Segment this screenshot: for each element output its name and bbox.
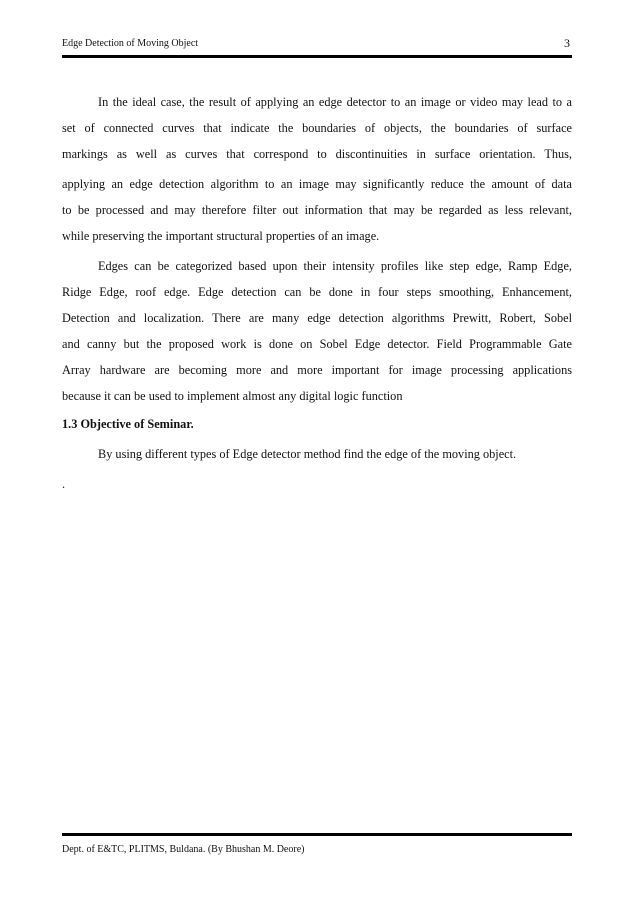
text-line: Array hardware are becoming more and more important for image processing applications — [62, 363, 572, 377]
page-number: 3 — [564, 36, 570, 50]
paragraph-2 — [62, 171, 572, 249]
text-line: Edges can be categorized based upon their intensity profiles like step edge, Ramp Edge, — [98, 259, 572, 273]
text-line: In the ideal case, the result of applying an edge detector to an image or video may lead to a — [98, 95, 572, 109]
stray-dot: . — [62, 477, 66, 491]
text-line: to be processed and may therefore filter out information that may be regarded as less relevant, — [62, 203, 572, 217]
header-divider — [62, 55, 572, 58]
objective-text: By using different types of Edge detector method find the edge of the moving object. — [98, 447, 517, 461]
text-line: applying an edge detection algorithm to an image may significantly reduce the amount of data — [62, 177, 572, 191]
text-line: while preserving the important structural properties of an image. — [62, 229, 380, 243]
paragraph-1 — [62, 89, 572, 167]
page-header — [62, 36, 572, 52]
footer-divider — [62, 833, 572, 836]
text-line: Detection and localization. There are many edge detection algorithms Prewitt, Robert, Sobel — [62, 311, 572, 325]
page-footer: Dept. of E&TC, PLITMS, Buldana. (By Bhushan M. Deore) — [62, 844, 305, 855]
text-line: set of connected curves that indicate the boundaries of objects, the boundaries of surface — [62, 121, 572, 135]
text-line: markings as well as curves that correspond to discontinuities in surface orientation. Thus, — [62, 147, 572, 161]
text-line: Ridge Edge, roof edge. Edge detection can be done in four steps smoothing, Enhancement, — [62, 285, 572, 299]
text-line: and canny but the proposed work is done on Sobel Edge detector. Field Programmable Gate — [62, 337, 572, 351]
section-heading: 1.3 Objective of Seminar. — [62, 417, 194, 431]
text-line: because it can be used to implement almost any digital logic function — [62, 389, 403, 403]
page-body — [62, 89, 572, 497]
paragraph-3 — [62, 253, 572, 409]
header-title: Edge Detection of Moving Object — [62, 38, 199, 49]
